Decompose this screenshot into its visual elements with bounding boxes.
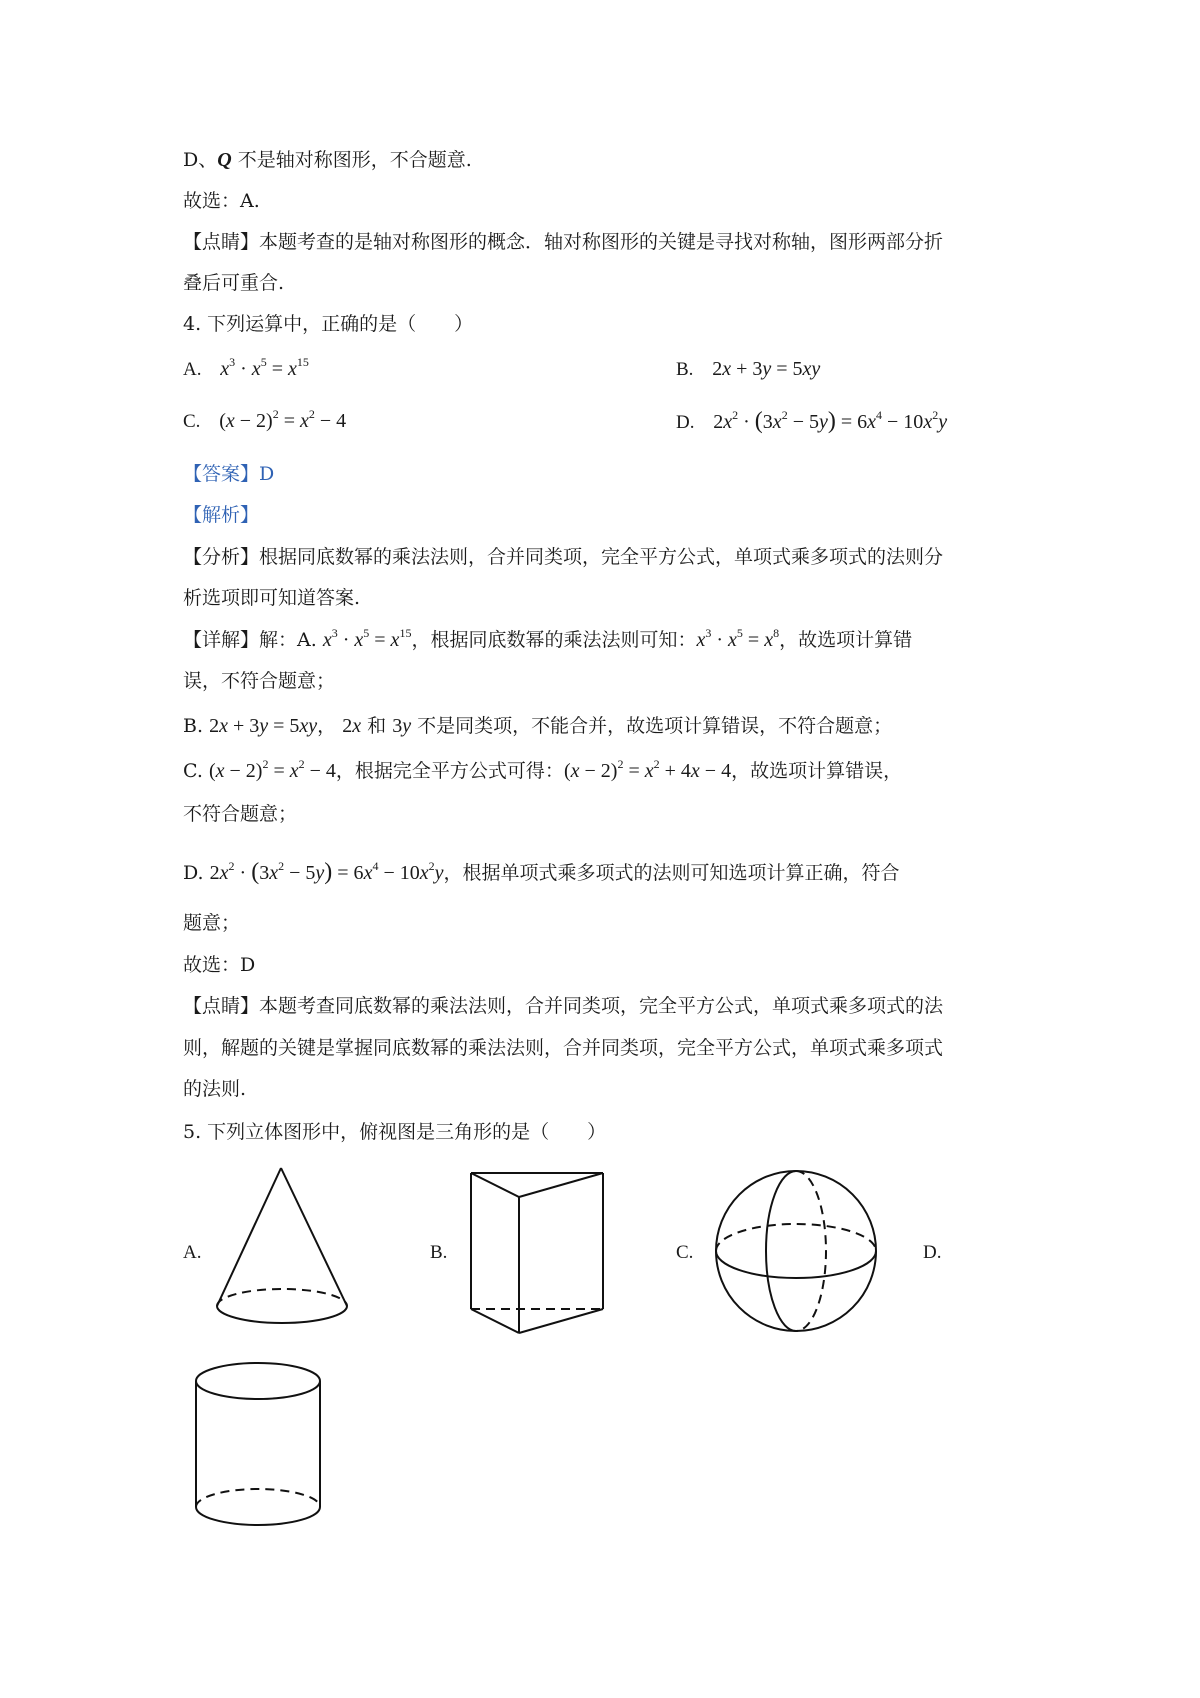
answer-label: 【答案】D	[183, 463, 275, 485]
q4-option-d-label: D.	[676, 412, 695, 433]
q-letter: Q	[217, 149, 232, 171]
d-prefix: D.	[183, 862, 204, 884]
c-mid: ，根据完全平方公式可得：	[335, 760, 564, 782]
xiangjie-line2: 误，不符合题意；	[183, 670, 336, 692]
d-q-note-text: 不是轴对称图形，不合题意.	[237, 149, 472, 171]
xiangjie-end: ，故选项计算错	[779, 629, 913, 651]
jiexi-label: 【解析】	[183, 504, 260, 526]
q5-option-c-label: C.	[676, 1242, 694, 1263]
q4-option-c-label: C.	[183, 411, 201, 432]
xiangjie-line1: 【详解】解：A. $x^3 \cdot x^5 = x^{15}$，根据同底数幂的乘法法则可知：$x^3 \cdot x^5 = x^8$，故选项计算错	[183, 626, 913, 651]
c-end: ，故选项计算错误，	[731, 760, 903, 782]
d-end: ，根据单项式乘多项式的法则可知选项计算正确，符合	[443, 862, 900, 884]
triangular-prism-figure	[465, 1165, 615, 1340]
sphere-figure	[712, 1162, 882, 1340]
fenxi-line2: 析选项即可知道答案.	[183, 587, 361, 609]
c-explain: C. $(x - 2)^2 = x^2 - 4$，根据完全平方公式可得：$(x - 2)^2 = x^2 + 4x - 4$，故选项计算错误，	[183, 757, 903, 782]
cylinder-figure	[190, 1355, 330, 1535]
q4-option-a-label: A.	[183, 359, 202, 380]
q5-option-d-label: D.	[923, 1242, 942, 1263]
dianjing2-line3: 的法则.	[183, 1078, 247, 1100]
choose-d: 故选：D	[183, 954, 256, 976]
d-q-note	[183, 146, 472, 174]
q4-title: 4. 下列运算中，正确的是（ ）	[183, 313, 474, 335]
fenxi-line1: 【分析】根据同底数幂的乘法法则，合并同类项，完全平方公式，单项式乘多项式的法则分	[183, 546, 944, 568]
dianjing2-line1: 【点睛】本题考查同底数幂的乘法法则，合并同类项，完全平方公式，单项式乘多项式的法	[183, 995, 944, 1017]
c-prefix: C.	[183, 760, 203, 782]
b-end: 不是同类项，不能合并，故选项计算错误，不符合题意；	[417, 715, 893, 737]
d-explain-line2: 题意；	[183, 912, 241, 934]
q5-option-a-label: A.	[183, 1242, 202, 1263]
xiangjie-mid: ，根据同底数幂的乘法法则可知：	[411, 629, 697, 651]
q4-option-b-label: B.	[676, 359, 694, 380]
b-and: 和	[367, 715, 387, 737]
dianjing1-line2: 叠后可重合.	[183, 272, 285, 294]
xiangjie-prefix: 【详解】解：A.	[183, 629, 317, 651]
cone-figure	[210, 1160, 360, 1335]
q4-option-d: D. $2x^2 \cdot (3x^2 - 5y) = 6x^4 - 10x^2y$	[676, 408, 948, 434]
b-comma: ，	[317, 715, 337, 737]
dianjing1-line1: 【点睛】本题考查的是轴对称图形的概念．轴对称图形的关键是寻找对称轴，图形两部分折	[183, 231, 944, 253]
q4-option-a: A. $x^3 \cdot x^5 = x^{15}$	[183, 355, 309, 380]
q5-option-b-label: B.	[430, 1242, 448, 1263]
d-q-note-prefix: D、	[183, 149, 218, 171]
q4-option-c: C. $(x - 2)^2 = x^2 - 4$	[183, 407, 347, 432]
q4-option-b: B. 2x + 3y = 5xy	[676, 358, 821, 380]
q5-title: 5. 下列立体图形中，俯视图是三角形的是（ ）	[183, 1121, 607, 1143]
dianjing2-line2: 则，解题的关键是掌握同底数幂的乘法法则，合并同类项，完全平方公式，单项式乘多项式	[183, 1037, 944, 1059]
b-prefix: B.	[183, 715, 204, 737]
d-explain: D. $2x^2 \cdot (3x^2 - 5y) = 6x^4 - 10x^2y$，根据单项式乘多项式的法则可知选项计算正确，符合	[183, 859, 900, 885]
b-explain: B. 2x + 3y = 5xy， 2x 和 3y 不是同类项，不能合并，故选项计算错误，不符合题意；	[183, 715, 893, 737]
choose-a: 故选：A.	[183, 190, 260, 212]
c-explain-line2: 不符合题意；	[183, 803, 298, 825]
